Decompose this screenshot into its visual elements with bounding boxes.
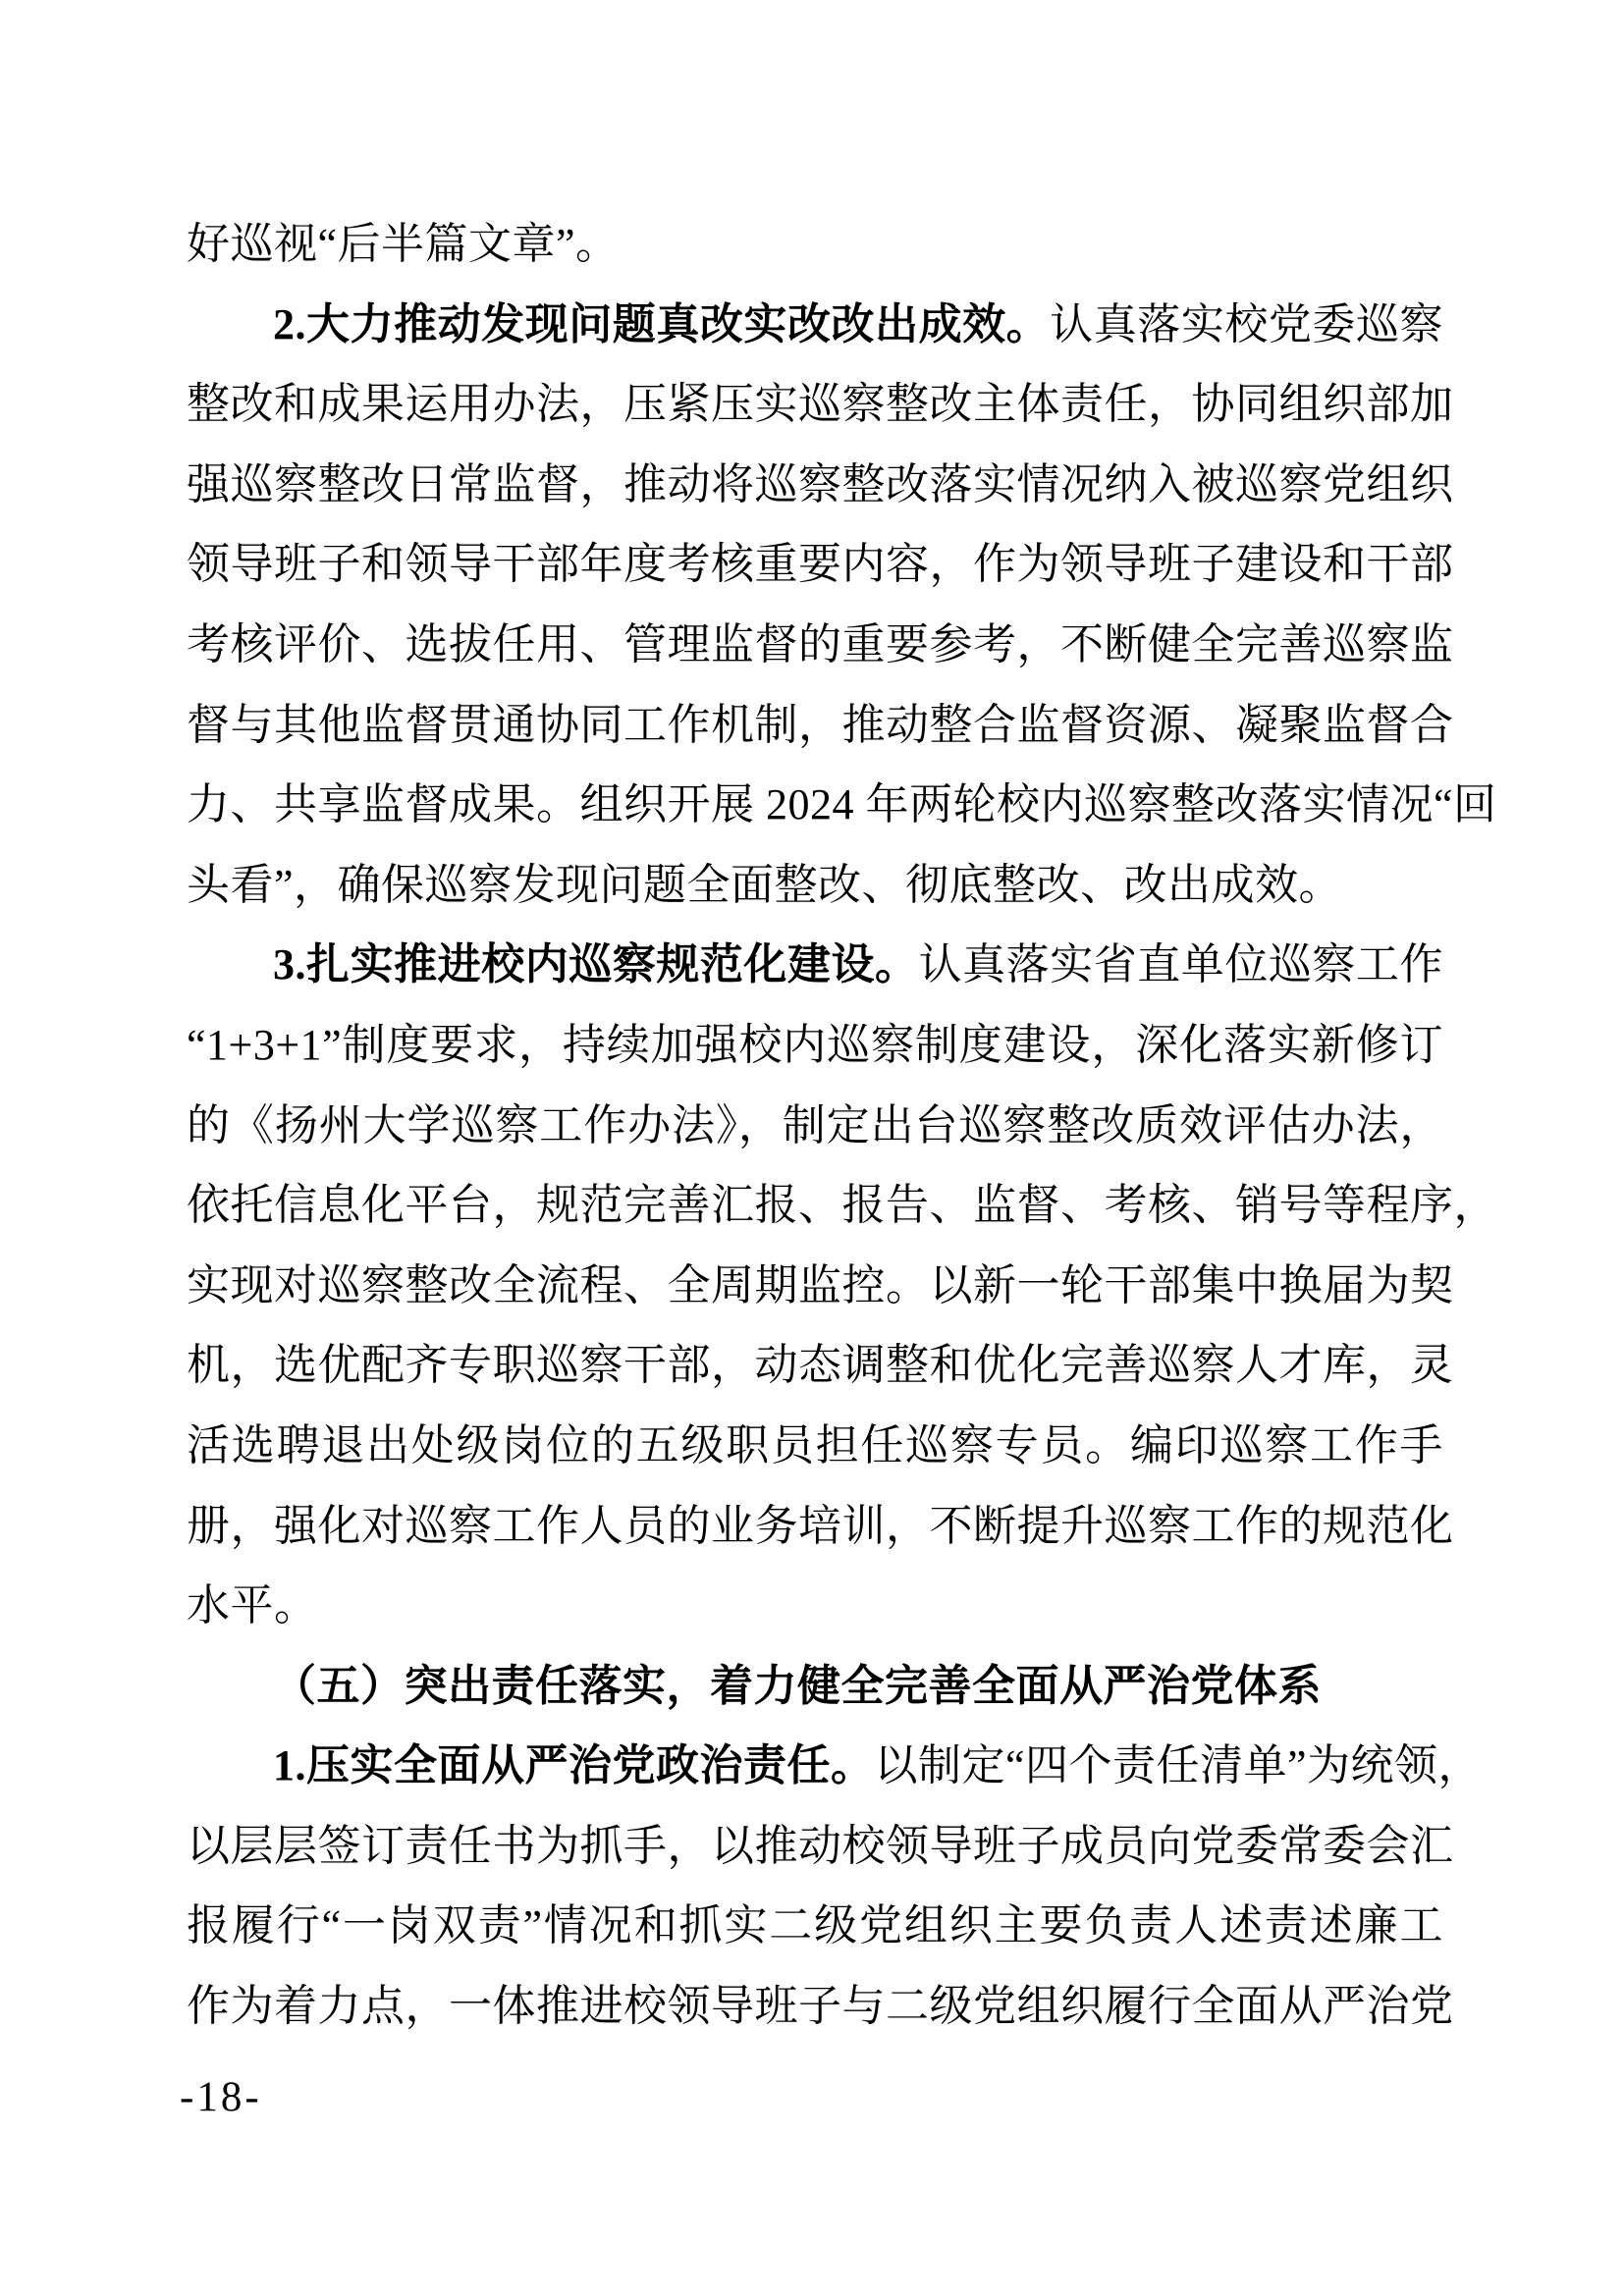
body-text: 头看”，确保巡察发现问题全面整改、彻底整改、改出成效。 (187, 860, 1343, 909)
body-text: 强巡察整改日常监督，推动将巡察整改落实情况纳入被巡察党组织 (187, 459, 1454, 508)
body-line (187, 1406, 1443, 1486)
page-number: -18- (180, 2074, 262, 2120)
body-line (187, 685, 1454, 766)
body-text: 机，选优配齐专职巡察干部，动态调整和优化完善巡察人才库，灵 (187, 1341, 1454, 1390)
body-line (187, 765, 1497, 845)
body-line (187, 845, 1443, 926)
body-line (187, 1966, 1454, 2047)
body-line (187, 1005, 1443, 1086)
body-text: 领导班子和领导干部年度考核重要内容，作为领导班子建设和干部 (187, 540, 1454, 589)
body-text: 认真落实省直单位巡察工作 (918, 940, 1444, 989)
body-line (187, 285, 1443, 365)
heading-text: （五）突出责任落实，着力健全完善全面从严治党体系 (273, 1661, 1322, 1710)
heading-text: 3.扎实推进校内巡察规范化建设。 (273, 940, 919, 989)
body-text: 册，强化对巡察工作人员的业务培训，不断提升巡察工作的规范化 (187, 1501, 1454, 1550)
body-line (187, 1566, 1443, 1646)
body-text: 的《扬州大学巡察工作办法》，制定出台巡察整改质效评估办法， (187, 1100, 1443, 1149)
body-text: 作为着力点，一体推进校领导班子与二级党组织履行全面从严治党 (187, 1982, 1454, 2031)
body-line (187, 1246, 1454, 1326)
body-line (187, 1325, 1454, 1406)
body-text: 实现对巡察整改全流程、全周期监控。以新一轮干部集中换届为契 (187, 1260, 1454, 1309)
body-line (187, 1646, 1443, 1727)
body-text: 依托信息化平台，规范完善汇报、报告、监督、考核、销号等程序， (187, 1181, 1497, 1230)
body-line (187, 1486, 1454, 1567)
body-line (187, 364, 1454, 445)
body-line (187, 605, 1454, 685)
body-text: 认真落实校党委巡察 (1050, 299, 1444, 348)
heading-text: 2.大力推动发现问题真改实改改出成效。 (273, 299, 1051, 348)
document-body (187, 204, 1497, 2047)
body-text: 力、共享监督成果。组织开展 2024 年两轮校内巡察整改落实情况“回 (187, 780, 1497, 829)
body-line (187, 925, 1443, 1005)
body-text: 以制定“四个责任清单”为统领， (874, 1741, 1483, 1790)
body-line (187, 524, 1454, 605)
body-line (187, 1165, 1497, 1246)
body-text: 督与其他监督贯通协同工作机制，推动整合监督资源、凝聚监督合 (187, 700, 1454, 749)
body-text: 活选聘退出处级岗位的五级职员担任巡察专员。编印巡察工作手 (187, 1420, 1443, 1469)
body-text: 报履行“一岗双责”情况和抓实二级党组织主要负责人述责述廉工 (187, 1901, 1443, 1950)
body-line (187, 1806, 1454, 1887)
body-line (187, 204, 1443, 285)
heading-text: 1.压实全面从严治党政治责任。 (273, 1741, 875, 1790)
body-text: “1+3+1”制度要求，持续加强校内巡察制度建设，深化落实新修订 (187, 1020, 1443, 1069)
body-text: 好巡视“后半篇文章”。 (187, 220, 620, 268)
body-line (187, 445, 1454, 525)
body-text: 水平。 (187, 1581, 318, 1630)
body-line (187, 1726, 1483, 1806)
body-line (187, 1886, 1443, 1966)
body-text: 考核评价、选拔任用、管理监督的重要参考，不断健全完善巡察监 (187, 619, 1454, 668)
body-text: 以层层签订责任书为抓手，以推动校领导班子成员向党委常委会汇 (187, 1821, 1454, 1870)
body-line (187, 1086, 1443, 1166)
body-text: 整改和成果运用办法，压紧压实巡察整改主体责任，协同组织部加 (187, 380, 1454, 429)
